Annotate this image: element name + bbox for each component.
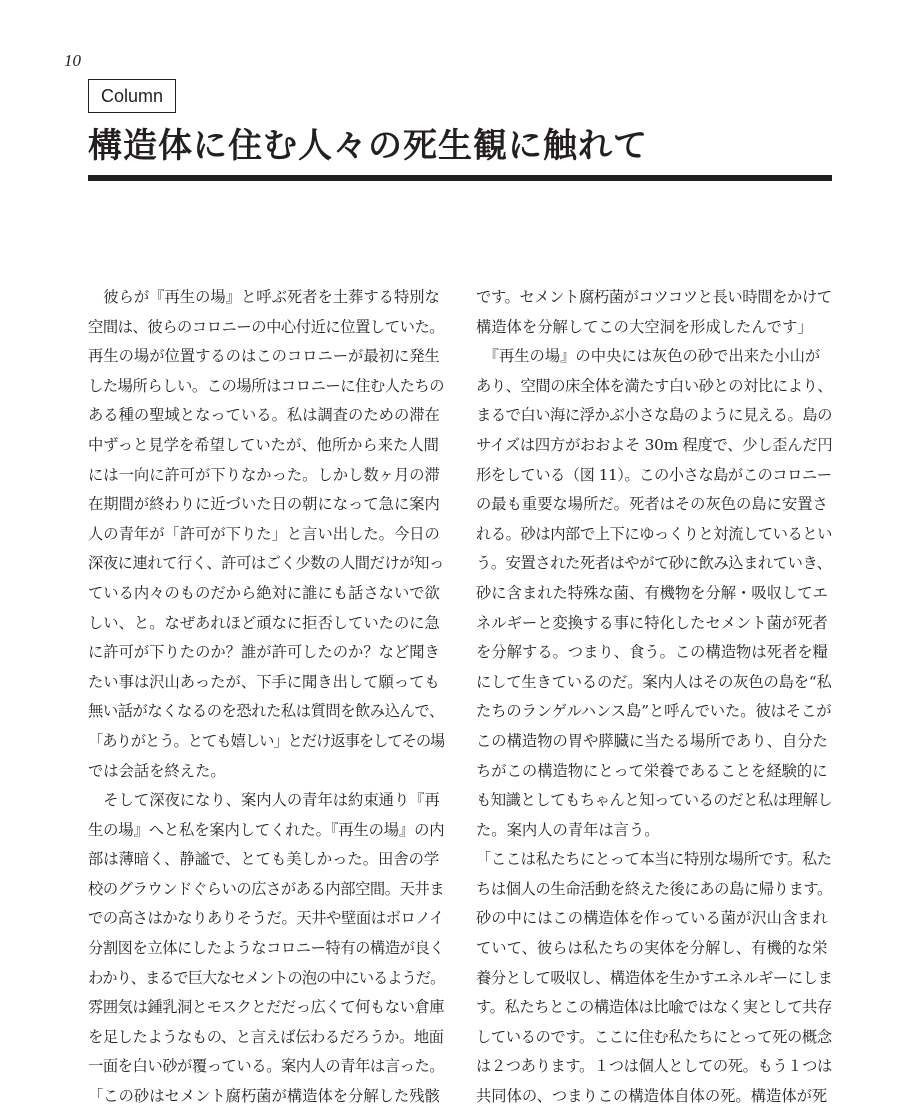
text-line: 構造体を分解してこの大空洞を形成したんです」 bbox=[476, 317, 813, 336]
column-label-box bbox=[88, 79, 176, 113]
text-line: ある種の聖域となっている。私は調査のための滞在 bbox=[88, 406, 440, 425]
text-line: ネルギーと変換する事に特化したセメント菌が死者 bbox=[476, 613, 828, 632]
text-line: まるで白い海に浮かぶ小さな島のように見える。島の bbox=[476, 406, 832, 425]
text-line: た。案内人の青年は言う。 bbox=[476, 820, 660, 839]
text-line: 彼らが『再生の場』と呼ぶ死者を土葬する特別な bbox=[88, 288, 440, 306]
text-line: での高さはかなりありそうだ。天井や壁面はボロノイ bbox=[88, 909, 444, 928]
text-line: しい、と。なぜあれほど頑なに拒否していたのに急 bbox=[88, 613, 440, 632]
text-line: たちのランゲルハンス島”と呼んでいた。彼はそこが bbox=[476, 702, 832, 721]
text-line: に許可が下りたのか？誰が許可したのか？など聞き bbox=[88, 643, 440, 662]
text-line: にして生きているのだ。案内人はその灰色の島を“私 bbox=[476, 672, 832, 691]
text-line: 深夜に連れて行く、許可はごく少数の人間だけが知っ bbox=[88, 554, 444, 573]
text-line: サイズは四方がおおよそ 30m 程度で、少し歪んだ円 bbox=[476, 435, 832, 454]
text-line: う。安置された死者はやがて砂に飲み込まれていき、 bbox=[476, 554, 832, 573]
text-line: れる。砂は内部で上下にゆっくりと対流しているとい bbox=[476, 524, 832, 543]
text-line: を分解する。つまり、食う。この構造物は死者を糧 bbox=[476, 643, 828, 662]
text-line: ている内々のものだから絶対に誰にも話さないで欲 bbox=[88, 583, 440, 602]
page-number: 10 bbox=[64, 51, 81, 70]
text-line: 「この砂はセメント腐朽菌が構造体を分解した残骸 bbox=[88, 1087, 440, 1106]
text-line: では会話を終えた。 bbox=[88, 761, 226, 780]
text-line: 「ありがとう。とても嬉しい」とだけ返事をしてその場 bbox=[88, 731, 444, 750]
text-line: 部は薄暗く、静謐で、とても美しかった。田舎の学 bbox=[88, 850, 440, 869]
text-line: ちは個人の生命活動を終えた後にあの島に帰ります。 bbox=[476, 879, 832, 898]
text-line: 中ずっと見学を希望していたが、他所から来た人間 bbox=[88, 435, 439, 454]
text-line: 校のグラウンドぐらいの広さがある内部空間。天井ま bbox=[88, 879, 444, 898]
column-label: Column bbox=[100, 85, 164, 106]
text-line: 一面を白い砂が覆っている。案内人の青年は言った。 bbox=[88, 1057, 444, 1076]
body-column-left bbox=[88, 283, 444, 1112]
text-line: この構造物の胃や膵臓に当たる場所であり、自分た bbox=[476, 731, 828, 750]
text-line: す。私たちとこの構造体は比喩ではなく実として共存 bbox=[476, 998, 832, 1017]
text-line: 砂の中にはこの構造体を作っている菌が沢山含まれ bbox=[476, 909, 828, 928]
text-line: は２つあります。１つは個人としての死。もう１つは bbox=[476, 1057, 832, 1076]
text-line: 養分として吸収し、構造体を生かすエネルギーにしま bbox=[476, 968, 832, 987]
text-line: 人の青年が「許可が下りた」と言い出した。今日の bbox=[88, 524, 440, 543]
text-line: ちがこの構造物にとって栄養であることを経験的に bbox=[476, 761, 828, 780]
title-rule bbox=[88, 175, 832, 181]
text-line: 形をしている（図 11）。この小さな島がこのコロニー bbox=[476, 465, 832, 484]
text-line: わかり、まるで巨大なセメントの泡の中にいるようだ。 bbox=[88, 968, 444, 987]
text-line: 『再生の場』の中央には灰色の砂で出来た小山が bbox=[476, 347, 821, 366]
text-line: 生の場』へと私を案内してくれた。『再生の場』の内 bbox=[88, 820, 444, 839]
text-line: 空間は、彼らのコロニーの中心付近に位置していた。 bbox=[88, 317, 444, 336]
text-line: も知識としてもちゃんと知っているのだと私は理解し bbox=[476, 791, 832, 810]
text-line: を足したようなもの、と言えば伝わるだろうか。地面 bbox=[88, 1027, 444, 1046]
text-line: 「ここは私たちにとって本当に特別な場所です。私た bbox=[476, 850, 832, 869]
text-line: あり、空間の床全体を満たす白い砂との対比により、 bbox=[476, 376, 832, 395]
text-line: ていて、彼らは私たちの実体を分解し、有機的な栄 bbox=[476, 939, 828, 958]
text-line: 雰囲気は鍾乳洞とモスクとだだっ広くて何もない倉庫 bbox=[88, 998, 444, 1017]
text-line: 分割図を立体にしたようなコロニー特有の構造が良く bbox=[88, 939, 444, 958]
text-line: しているのです。ここに住む私たちにとって死の概念 bbox=[476, 1027, 832, 1046]
text-line: には一向に許可が下りなかった。しかし数ヶ月の滞 bbox=[88, 465, 440, 484]
text-line: です。セメント腐朽菌がコツコツと長い時間をかけて bbox=[476, 288, 832, 306]
body-column-right bbox=[476, 283, 832, 1112]
text-line: 共同体の、つまりこの構造体自体の死。構造体が死 bbox=[476, 1087, 828, 1106]
text-line: 砂に含まれた特殊な菌、有機物を分解・吸収してエ bbox=[476, 583, 828, 602]
text-line: 在期間が終わりに近づいた日の朝になって急に案内 bbox=[88, 495, 440, 514]
text-line: 無い話がなくなるのを恐れた私は質問を飲み込んで、 bbox=[88, 702, 444, 721]
article-title: 構造体に住む人々の死生観に触れて bbox=[88, 126, 648, 166]
text-line: 再生の場が位置するのはこのコロニーが最初に発生 bbox=[88, 347, 440, 366]
text-line: の最も重要な場所だ。死者はその灰色の島に安置さ bbox=[476, 495, 828, 514]
text-line: した場所らしい。この場所はコロニーに住む人たちの bbox=[88, 376, 444, 395]
text-line: そして深夜になり、案内人の青年は約束通り『再 bbox=[88, 791, 440, 810]
text-line: たい事は沢山あったが、下手に聞き出して願っても bbox=[88, 672, 440, 691]
